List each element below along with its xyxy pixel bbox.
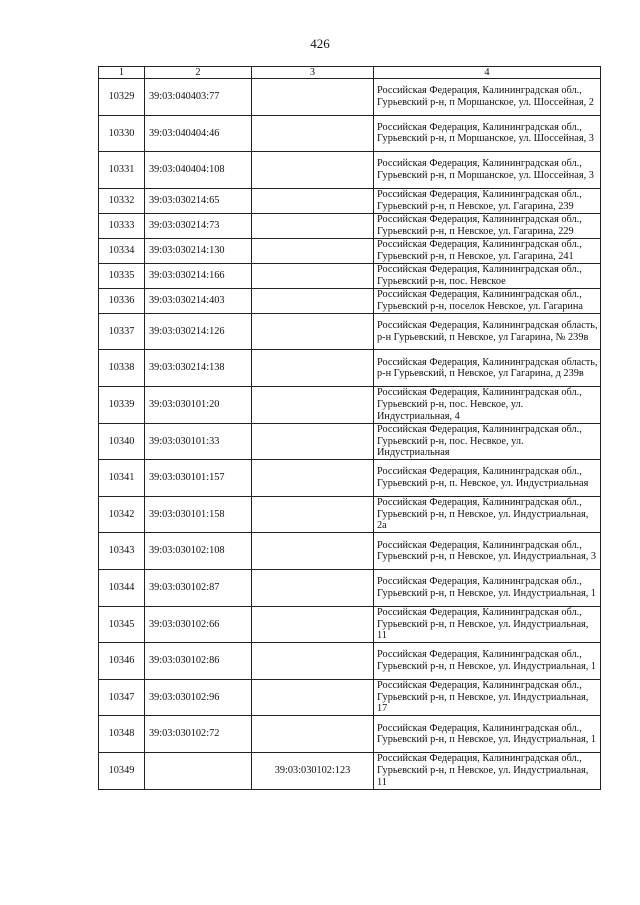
cadastral-number-alt [252, 643, 374, 680]
cadastral-number-alt [252, 460, 374, 497]
cadastral-number: 39:03:040403:77 [145, 79, 252, 116]
table-row [99, 313, 601, 350]
row-number: 10346 [99, 643, 145, 680]
table-row [99, 213, 601, 238]
table-row [99, 533, 601, 570]
cadastral-number: 39:03:030214:130 [145, 238, 252, 263]
table-row [99, 115, 601, 152]
address: Российская Федерация, Калининградская обл., Гурьевский р-н, пос. Невское [374, 263, 601, 288]
row-number: 10335 [99, 263, 145, 288]
cadastral-number: 39:03:030214:65 [145, 188, 252, 213]
cadastral-number [145, 752, 252, 789]
address: Российская Федерация, Калининградская обл., Гурьевский р-н, п Невское, ул. Индустриальная, 3 [374, 533, 601, 570]
column-header-3: 3 [252, 67, 374, 79]
cadastral-number: 39:03:040404:108 [145, 152, 252, 189]
table-row [99, 752, 601, 789]
registry-table [98, 66, 601, 790]
column-header-1: 1 [99, 67, 145, 79]
row-number: 10332 [99, 188, 145, 213]
cadastral-number-alt [252, 263, 374, 288]
address: Российская Федерация, Калининградская обл., Гурьевский р-н, п Невское, ул. Гагарина, 239 [374, 188, 601, 213]
address: Российская Федерация, Калининградская обл., Гурьевский р-н, поселок Невское, ул. Гагарина [374, 288, 601, 313]
row-number: 10339 [99, 386, 145, 423]
table-row [99, 79, 601, 116]
row-number: 10329 [99, 79, 145, 116]
page-number: 426 [310, 36, 330, 51]
cadastral-number: 39:03:030102:72 [145, 716, 252, 753]
cadastral-number-alt [252, 313, 374, 350]
row-number: 10341 [99, 460, 145, 497]
row-number: 10348 [99, 716, 145, 753]
row-number: 10347 [99, 679, 145, 716]
cadastral-number-alt: 39:03:030102:123 [252, 752, 374, 789]
address: Российская Федерация, Калининградская обл., Гурьевский р-н, п Невское, ул. Индустриальная, 2а [374, 496, 601, 533]
cadastral-number: 39:03:030101:20 [145, 386, 252, 423]
row-number: 10334 [99, 238, 145, 263]
address: Российская Федерация, Калининградская обл., Гурьевский р-н, п Невское, ул. Индустриальная, 1 [374, 716, 601, 753]
address: Российская Федерация, Калининградская область, р-н Гурьевский, п Невское, ул Гагарина, д 239в [374, 350, 601, 387]
cadastral-number: 39:03:030102:66 [145, 606, 252, 643]
cadastral-number: 39:03:030102:96 [145, 679, 252, 716]
cadastral-number-alt [252, 213, 374, 238]
address: Российская Федерация, Калининградская обл., Гурьевский р-н, п Невское, ул. Индустриальная, 1 [374, 643, 601, 680]
row-number: 10343 [99, 533, 145, 570]
table-row [99, 350, 601, 387]
address: Российская Федерация, Калининградская обл., Гурьевский р-н, п Моршанское, ул. Шоссейная, 3 [374, 152, 601, 189]
cadastral-number-alt [252, 716, 374, 753]
row-number: 10331 [99, 152, 145, 189]
address: Российская Федерация, Калининградская область, р-н Гурьевский, п Невское, ул Гагарина, № 239в [374, 313, 601, 350]
cadastral-number-alt [252, 606, 374, 643]
column-header-4: 4 [374, 67, 601, 79]
address: Российская Федерация, Калининградская обл., Гурьевский р-н, пос. Невское, ул. Индустриальная, 4 [374, 386, 601, 423]
table-row [99, 188, 601, 213]
cadastral-number-alt [252, 496, 374, 533]
cadastral-number: 39:03:030214:73 [145, 213, 252, 238]
cadastral-number-alt [252, 288, 374, 313]
row-number: 10345 [99, 606, 145, 643]
cadastral-number-alt [252, 238, 374, 263]
row-number: 10330 [99, 115, 145, 152]
row-number: 10333 [99, 213, 145, 238]
address: Российская Федерация, Калининградская обл., Гурьевский р-н, п Невское, ул. Гагарина, 241 [374, 238, 601, 263]
cadastral-number-alt [252, 569, 374, 606]
address: Российская Федерация, Калининградская обл., Гурьевский р-н, п Невское, ул. Индустриальная, 11 [374, 606, 601, 643]
address: Российская Федерация, Калининградская обл., Гурьевский р-н, п Моршанское, ул. Шоссейная, 2 [374, 79, 601, 116]
cadastral-number-alt [252, 386, 374, 423]
address: Российская Федерация, Калининградская обл., Гурьевский р-н, п Невское, ул. Индустриальная, 11 [374, 752, 601, 789]
cadastral-number: 39:03:030101:158 [145, 496, 252, 533]
table-row [99, 460, 601, 497]
address: Российская Федерация, Калининградская обл., Гурьевский р-н, п Невское, ул. Индустриальная, 1 [374, 569, 601, 606]
address: Российская Федерация, Калининградская обл., Гурьевский р-н, п. Невское, ул. Индустриальная [374, 460, 601, 497]
table-row [99, 643, 601, 680]
cadastral-number: 39:03:030214:166 [145, 263, 252, 288]
table-row [99, 263, 601, 288]
table-row [99, 496, 601, 533]
header-row [99, 67, 601, 79]
table-row [99, 288, 601, 313]
cadastral-number: 39:03:030214:403 [145, 288, 252, 313]
cadastral-number-alt [252, 115, 374, 152]
cadastral-number: 39:03:030102:108 [145, 533, 252, 570]
address: Российская Федерация, Калининградская обл., Гурьевский р-н, п Моршанское, ул. Шоссейная, 3 [374, 115, 601, 152]
table-header [99, 67, 601, 79]
address: Российская Федерация, Калининградская обл., Гурьевский р-н, п Невское, ул. Гагарина, 229 [374, 213, 601, 238]
cadastral-number-alt [252, 350, 374, 387]
row-number: 10344 [99, 569, 145, 606]
table-row [99, 569, 601, 606]
row-number: 10336 [99, 288, 145, 313]
table-row [99, 716, 601, 753]
row-number: 10338 [99, 350, 145, 387]
row-number: 10342 [99, 496, 145, 533]
address: Российская Федерация, Калининградская обл., Гурьевский р-н, п Невское, ул. Индустриальная, 17 [374, 679, 601, 716]
cadastral-number-alt [252, 152, 374, 189]
cadastral-number: 39:03:030214:126 [145, 313, 252, 350]
cadastral-number: 39:03:030101:157 [145, 460, 252, 497]
table-body [99, 79, 601, 790]
cadastral-number: 39:03:030214:138 [145, 350, 252, 387]
cadastral-number: 39:03:040404:46 [145, 115, 252, 152]
cadastral-number: 39:03:030102:87 [145, 569, 252, 606]
table-row [99, 386, 601, 423]
column-header-2: 2 [145, 67, 252, 79]
cadastral-number-alt [252, 679, 374, 716]
cadastral-number: 39:03:030101:33 [145, 423, 252, 460]
cadastral-number-alt [252, 79, 374, 116]
address: Российская Федерация, Калининградская обл., Гурьевский р-н, пос. Несвкое, ул. Индустриальная [374, 423, 601, 460]
row-number: 10337 [99, 313, 145, 350]
cadastral-number-alt [252, 188, 374, 213]
row-number: 10349 [99, 752, 145, 789]
table-row [99, 606, 601, 643]
cadastral-number-alt [252, 533, 374, 570]
cadastral-number-alt [252, 423, 374, 460]
row-number: 10340 [99, 423, 145, 460]
cadastral-number: 39:03:030102:86 [145, 643, 252, 680]
table-row [99, 679, 601, 716]
table-row [99, 238, 601, 263]
table-row [99, 152, 601, 189]
table-row [99, 423, 601, 460]
